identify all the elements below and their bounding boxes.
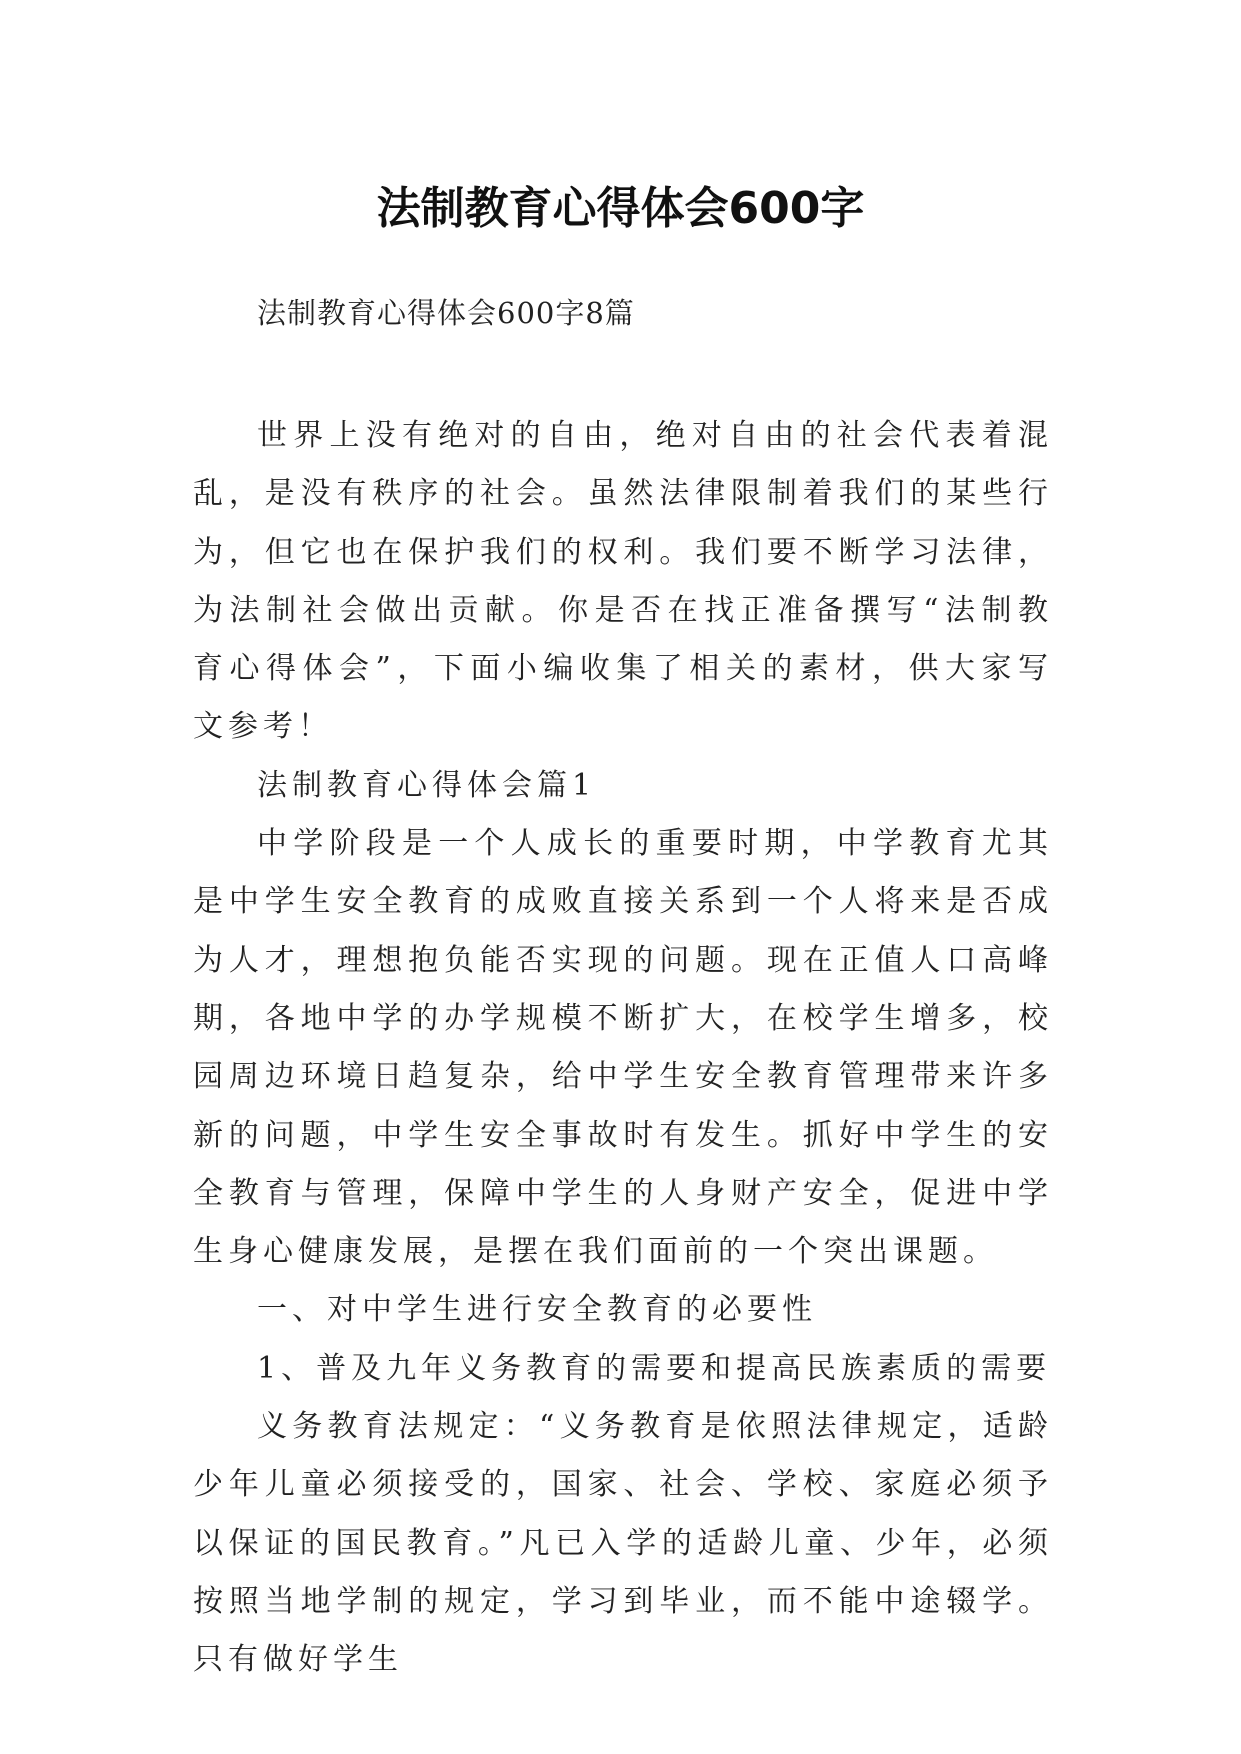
- document-title: 法制教育心得体会600字: [376, 183, 865, 235]
- numbered-heading: 1、普及九年义务教育的需要和提高民族素质的需要: [257, 1350, 1052, 1386]
- intro-paragraph: 世界上没有绝对的自由，绝对自由的社会代表着混乱，是没有秩序的社会。虽然法律限制着我们的某些行为，但它也在保护我们的权利。我们要不断学习法律，为法制社会做出贡献。你是否在找正准备撰写“法制教育心得体会”，下面小编收集了相关的素材，供大家写文参考！: [193, 418, 1053, 745]
- body-paragraph: 中学阶段是一个人成长的重要时期，中学教育尤其是中学生安全教育的成败直接关系到一个人将来是否成为人才，理想抱负能否实现的问题。现在正值人口高峰期，各地中学的办学规模不断扩大，在校学生增多，校园周边环境日趋复杂，给中学生安全教育管理带来许多新的问题，中学生安全事故时有发生。抓好中学生的安全教育与管理，保障中学生的人身财产安全，促进中学生身心健康发展，是摆在我们面前的一个突出课题。: [193, 826, 1053, 1270]
- body-paragraph: 义务教育法规定：“义务教育是依照法律规定，适龄少年儿童必须接受的，国家、社会、学校、家庭必须予以保证的国民教育。”凡已入学的适龄儿童、少年，必须按照当地学制的规定，学习到毕业，而不能中途辍学。只有做好学生: [193, 1409, 1053, 1678]
- document-body: [193, 407, 1053, 1690]
- document-subtitle: 法制教育心得体会600字8篇: [257, 296, 635, 330]
- section-heading: 法制教育心得体会篇1: [257, 767, 597, 803]
- subsection-heading: 一、对中学生进行安全教育的必要性: [257, 1292, 817, 1328]
